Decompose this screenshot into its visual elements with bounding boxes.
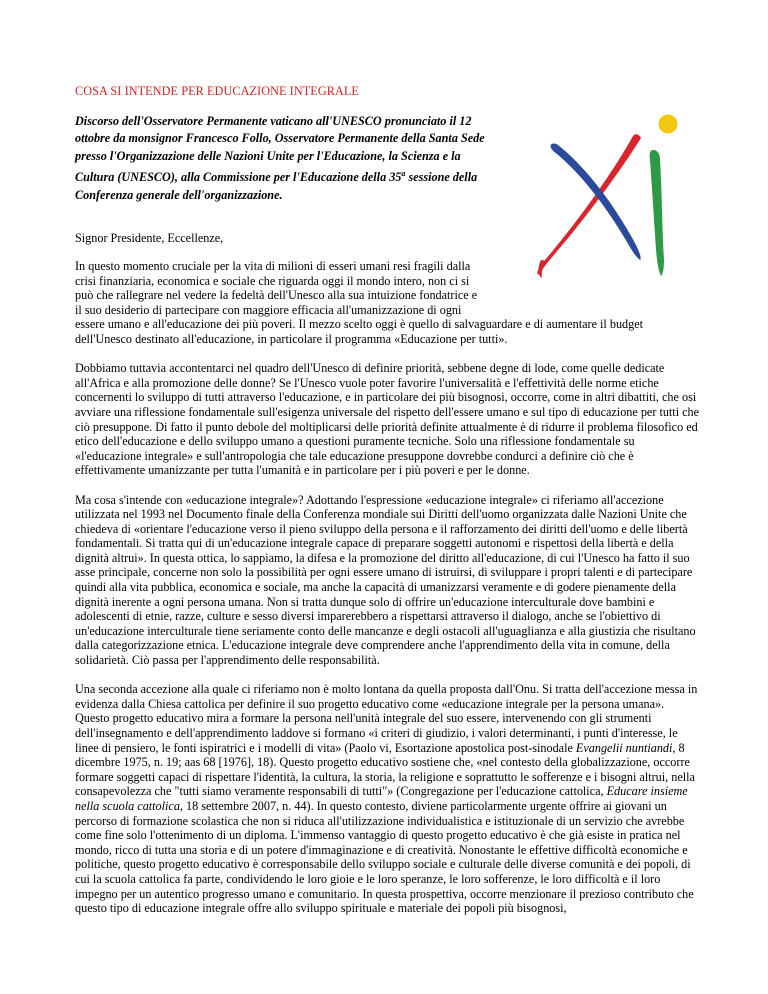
paragraph-4-text-e: , 18 settembre 2007, n. 44). In questo contesto, diviene particolarmente urgente offrire ai giovani un percorso di formazione scolastica che non si riduca all'utilizzazione individualistica e istituzionale di un servizio che avrebbe come fine solo l'ottenimento di un diploma. L'immenso vantaggio di questo progetto educativo è che già esiste in pratica nel mondo, ricco di tutta una storia e di un potere d'immaginazione e di creatività. Nonostante le effettive difficoltà economiche e politiche, questo progetto educativo è corresponsabile dello sviluppo sociale e culturale delle diverse comunità e dei popoli, di cui la scuola cattolica fa parte, condividendo le loro gioie e le loro speranze, le loro sofferenze, le loro difficoltà e il loro impegno per un autentico progresso umano e comunitario. In questa prospettiva, occorre menzionare il prezioso contributo che questo tipo di educazione integrale offre allo sviluppo spirituale e materiale dei popoli più bisognosi, — [75, 798, 694, 916]
subtitle-text: Discorso dell'Osservatore Permanente vaticano all'UNESCO pronunciato il 12 ottobre da monsignor Francesco Follo, Osservatore Permanente della Santa Sede presso l'Organizzazione delle Nazioni Unite per l'Educazione, la Scienza e la Cultura (UNESCO), alla Commissione per l'Educazione della 35 — [75, 114, 485, 185]
subtitle-superscript: a — [401, 169, 406, 179]
paragraph-1 — [75, 259, 700, 347]
paragraph-4-citation-2: Educare insieme nella scuola cattolica — [75, 784, 688, 813]
document-subtitle — [75, 113, 495, 204]
paragraph-1-rest: essere umano e all'educazione dei più poveri. Il mezzo scelto oggi è quello di salvaguardare e di aumentare il budget dell'Unesco destinato all'educazione, in particolare il programma «Educazione per tutti». — [75, 317, 644, 346]
paragraph-4-text-a: Una seconda accezione alla quale ci riferiamo non è molto lontana da quella proposta dall'Onu. Si tratta dell'accezione messa in evidenza dalla Chiesa cattolica per definire il suo progetto educativo come «educazione integrale per la persona umana». Questo progetto educativo mira a formare la persona nell'unità integrale del suo essere, intervenendo con gli strumenti dell'insegnamento e dell'apprendimento laddove si formano «i criteri di giudizio, i valori determinanti, i punti d'interesse, le linee di pensiero, le fonti ispiratrici e i modelli di vita» (Paolo vi, Esortazione apostolica post-sinodale — [75, 682, 698, 755]
paragraph-1-line-2: crisi finanziaria, economica e sociale che riguarda oggi il mondo intero, non ci si — [75, 273, 470, 288]
paragraph-2: Dobbiamo tuttavia accontentarci nel quadro dell'Unesco di definire priorità, sebbene degne di lode, come quelle dedicate all'Africa e alla promozione delle donne? Se l'Unesco vuole poter favorire l'universalità e l'effettività delle norme etiche concernenti lo sviluppo di tutti attraverso l'educazione, e in particolare dei più bisognosi, occorre, come in altri dibattiti, che osi avviare una riflessione fondamentale sull'esigenza universale del rispetto dell'essere umano e sul tipo di educazione per tutti che ciò presuppone. Di fatto il punto debole del moltiplicarsi delle priorità definite attualmente è di ridurre il problema filosofico ed etico dell'educazione e dello sviluppo umano a questioni puramente tecniche. Solo una riflessione fondamentale su «l'educazione integrale» e sull'antropologia che tale educazione presuppone dovrebbe condurci a definire ciò che è effettivamente umanizzante per tutta l'umanità e in particolare per i più poveri e per le donne. — [75, 361, 700, 478]
salutation: Signor Presidente, Eccellenze, — [75, 231, 224, 245]
paragraph-4-citation-1: Evangelii nuntiandi — [575, 740, 673, 755]
paragraph-4 — [75, 682, 700, 916]
document-title: COSA SI INTENDE PER EDUCAZIONE INTEGRALE — [75, 84, 359, 98]
paragraph-1-line-3: può che rallegrare nel vedere la fedeltà dell'Unesco alla sua intuizione fondatrice e — [75, 288, 478, 303]
logo-yellow-dot — [659, 115, 678, 134]
subtitle-text-end: sessione della Conferenza generale dell'organizzazione. — [75, 170, 478, 202]
paragraph-1-line-4: il suo desiderio di partecipare con maggiore efficacia all'umanizzazione di ogni — [75, 302, 462, 317]
document-body — [75, 259, 700, 930]
logo-red-stroke — [537, 134, 641, 275]
logo-green-stroke — [650, 150, 664, 276]
paragraph-3: Ma cosa s'intende con «educazione integrale»? Adottando l'espressione «educazione integrale» ci riferiamo all'accezione utilizzata nel 1993 nel Documento finale della Conferenza mondiale sui Diritti dell'uomo organizzata dalle Nazioni Unite che chiedeva di «orientare l'educazione verso il pieno sviluppo della persona e il rafforzamento dei diritti dell'uomo e delle libertà fondamentali. Si tratta qui di un'educazione integrale capace di preparare soggetti autonomi e rispettosi della libertà e della dignità altrui». In questa ottica, lo sappiamo, la difesa e la promozione del diritto all'educazione, di cui l'Unesco ha fatto il suo asse principale, concerne non solo la possibilità per ogni essere umano di istruirsi, di sviluppare i propri talenti e di partecipare quindi alla vita pubblica, economica e sociale, ma anche la capacità di umanizzarsi veramente e di godere pienamente della dignità inerente a ogni persona umana. Non si tratta dunque solo di offrire un'educazione interculturale dove bambini e adolescenti di etnie, razze, culture e sesso diversi imparerebbero a rispettarsi attraverso il dialogo, anche se l'obiettivo di un'educazione interculturale tiene seriamente conto delle mancanze e degli ostacoli all'uguaglianza e alla giustizia che risultano dalla categorizzazione etnica. L'educazione integrale deve comprendere anche l'apprendimento della vita in comune, della solidarietà. Ciò passa per l'apprendimento delle responsabilità. — [75, 492, 696, 668]
paragraph-1-line-1: In questo momento cruciale per la vita di milioni di esseri umani resi fragili dalla — [75, 259, 471, 273]
paragraph-4-text-c: , 8 dicembre 1975, n. 19; aas 68 [1976], 18). Questo progetto educativo sostiene che, «nel contesto della globalizzazione, occorre formare soggetti capaci di rispettare l'identità, la cultura, la storia, la religione e soprattutto le sofferenze e i bisogni altrui, nella consapevolezza che "tutti siamo veramente responsabili di tutti"» (Congregazione per l'educazione cattolica, — [75, 740, 695, 799]
